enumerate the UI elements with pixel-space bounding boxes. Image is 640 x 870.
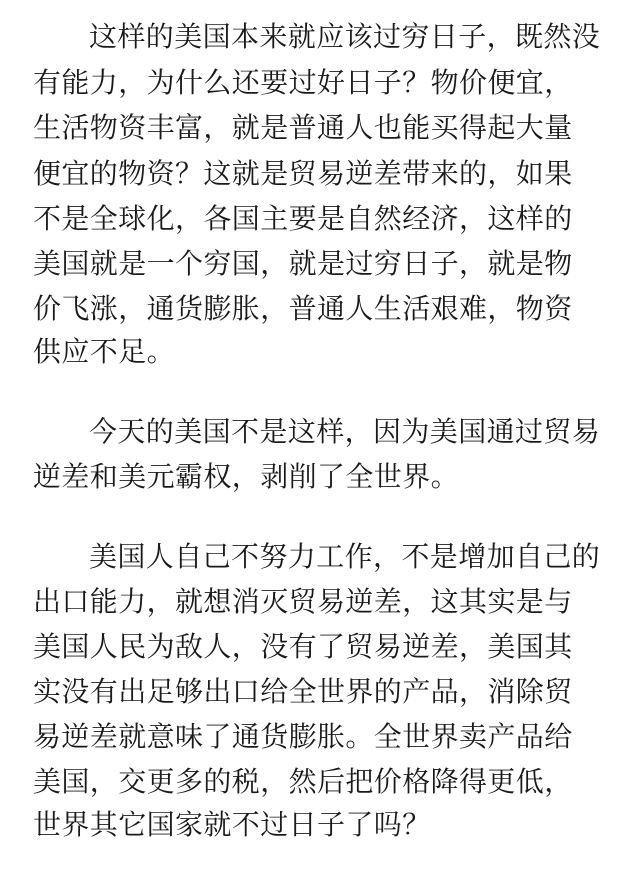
- paragraph-line: 逆差和美元霸权，剥削了全世界。: [33, 460, 460, 493]
- paragraph-line: 美国人自己不努力工作，不是增加自己的: [89, 540, 601, 573]
- paragraph-line: 这样的美国本来就应该过穷日子，既然没: [89, 20, 601, 53]
- paragraph-line: 有能力，为什么还要过好日子？物价便宜，: [33, 66, 573, 99]
- paragraph-line: 便宜的物资？这就是贸易逆差带来的，如果: [33, 157, 573, 190]
- paragraph-line: 价飞涨，通货膨胀，普通人生活艰难，物资: [33, 292, 573, 325]
- paragraph-line: 易逆差就意味了通货膨胀。全世界卖产品给: [33, 720, 573, 753]
- paragraph-line: 不是全球化，各国主要是自然经济，这样的: [33, 202, 573, 235]
- paragraph-line: 供应不足。: [33, 335, 176, 368]
- paragraph-line: 今天的美国不是这样，因为美国通过贸易: [89, 415, 601, 448]
- paragraph-line: 出口能力，就想消灭贸易逆差，这其实是与: [33, 585, 573, 618]
- paragraph-line: 世界其它国家就不过日子了吗？: [33, 808, 431, 841]
- paragraph-line: 生活物资丰富，就是普通人也能买得起大量: [33, 111, 573, 144]
- paragraph-line: 美国，交更多的税，然后把价格降得更低，: [33, 765, 573, 798]
- paragraph-line: 美国人民为敌人，没有了贸易逆差，美国其: [33, 630, 573, 663]
- paragraph-line: 美国就是一个穷国，就是过穷日子，就是物: [33, 247, 573, 280]
- paragraph-line: 实没有出足够出口给全世界的产品，消除贸: [33, 675, 573, 708]
